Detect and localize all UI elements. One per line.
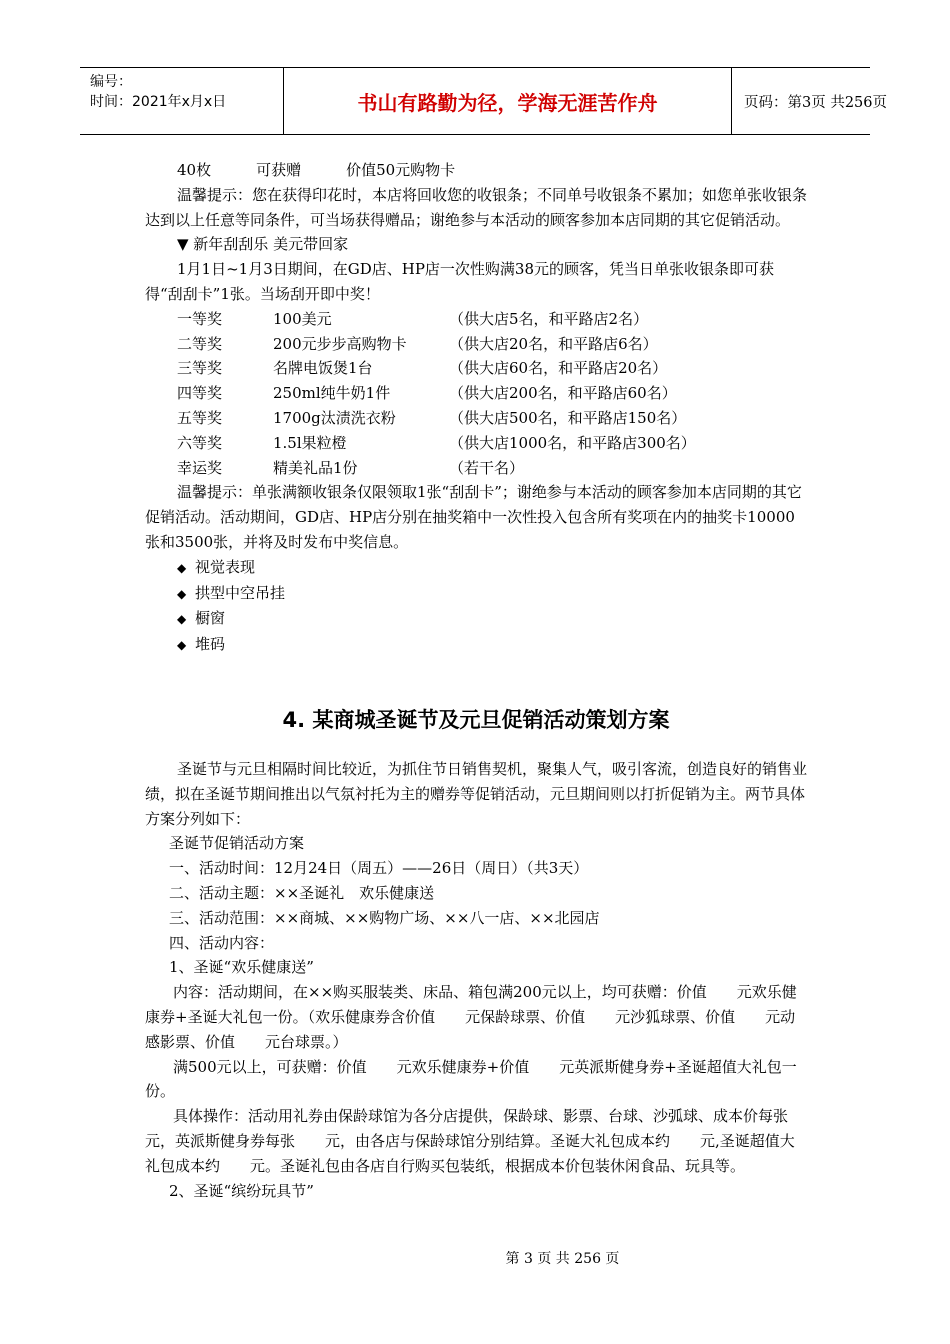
bullet-text: 拱型中空吊挂: [195, 583, 286, 602]
bullet-text: 视觉表现: [195, 557, 256, 576]
prize-count: （供大店60名，和平路店20名）: [449, 359, 668, 378]
prize-rank: 幸运奖: [177, 458, 223, 477]
number-label: 编号：: [90, 74, 132, 90]
bullet-item: [145, 555, 807, 581]
scratch-title: ▼ 新年刮刮乐 美元带回家: [177, 235, 349, 254]
prize-row: [145, 456, 807, 481]
activity-time: 一、活动时间：12月24日（周五）——26日（周日）（共3天）: [169, 859, 589, 878]
activity-content-label: 四、活动内容：: [169, 933, 275, 952]
prize-item: 名牌电饭煲1台: [273, 359, 373, 378]
prize-row: [145, 431, 807, 456]
section-heading: 4. 某商城圣诞节及元旦促销活动策划方案: [282, 708, 670, 732]
prize-item: 1700g汰渍洗衣粉: [273, 408, 396, 427]
diamond-bullet-icon: ◆: [177, 612, 187, 627]
prize-list: [145, 307, 807, 481]
operation-paragraph: 具体操作：活动用礼券由保龄球馆为各分店提供，保龄球、影票、台球、沙弧球、成本价每张 元，英派斯健身券每张 元，由各店与保龄球馆分别结算。圣诞大礼包成本约 元,圣诞超值大礼包成本约 元。圣诞礼包由各店自行购买包装纸，根据成本价包装休闲食品、玩具等。: [145, 1107, 819, 1175]
prize-item: 200元步步高购物卡: [273, 334, 407, 353]
section-two: [145, 757, 819, 1203]
prize-row: [145, 406, 807, 431]
prize-rank: 一等奖: [177, 309, 223, 328]
section-one: [145, 158, 807, 658]
over-500-paragraph: 满500元以上，可获赠：价值 元欢乐健康券+价值 元英派斯健身券+圣诞超值大礼包一份。: [145, 1057, 797, 1101]
bullet-item: [145, 581, 807, 607]
footer-page-number: 第 3 页 共 256 页: [505, 1251, 620, 1267]
prize-item: 精美礼品1份: [273, 458, 358, 477]
prize-rank: 五等奖: [177, 408, 223, 427]
prize-count: （供大店5名，和平路店2名）: [449, 309, 649, 328]
bullet-text: 橱窗: [195, 609, 226, 628]
header-meta: [80, 68, 283, 134]
prize-row: [145, 381, 807, 406]
activity-theme: 二、活动主题：××圣诞礼 欢乐健康送: [169, 883, 435, 902]
page-footer: [0, 1248, 950, 1268]
bullet-item: [145, 632, 807, 658]
prize-40-line: 40枚 可获赠 价值50元购物卡: [177, 161, 456, 179]
diamond-bullet-icon: ◆: [177, 586, 187, 601]
prize-item: 250ml纯牛奶1件: [273, 384, 391, 403]
intro-paragraph: 圣诞节与元旦相隔时间比较近，为抓住节日销售契机，聚集人气，吸引客流，创造良好的销售业绩，拟在圣诞节期间推出以气氛衬托为主的赠券等促销活动，元旦期间则以打折促销为主。两节具体方案分列如下：: [145, 760, 808, 828]
prize-rank: 六等奖: [177, 433, 223, 452]
item-2-title: 2、圣诞“缤纷玩具节”: [169, 1181, 314, 1200]
date-label: 时间：2021年x月x日: [90, 94, 227, 110]
header-page-label: 页码：第3页 共256页: [744, 94, 888, 111]
prize-count: （供大店500名，和平路店150名）: [449, 408, 687, 427]
tip-paragraph-2: 温馨提示：单张满额收银条仅限领取1张“刮刮卡”；谢绝参与本活动的顾客参加本店同期的其它促销活动。活动期间，GD店、HP店分别在抽奖箱中一次性投入包含所有奖项在内的抽奖卡10000张和3500张，并将及时发布中奖信息。: [145, 483, 802, 551]
scratch-description: 1月1日~1月3日期间，在GD店、HP店一次性购满38元的顾客，凭当日单张收银条即可获得“刮刮卡”1张。当场刮开即中奖！: [145, 260, 775, 303]
bullet-item: [145, 606, 807, 632]
plan-title: 圣诞节促销活动方案: [169, 834, 305, 853]
prize-count: （供大店1000名，和平路店300名）: [449, 433, 696, 452]
bullet-list: [145, 555, 807, 658]
prize-count: （若干名）: [449, 458, 525, 477]
bullet-text: 堆码: [195, 635, 226, 654]
prize-row: [145, 307, 807, 332]
prize-row: [145, 332, 807, 357]
header-motto: 书山有路勤为径，学海无涯苦作舟: [283, 68, 732, 134]
prize-item: 100美元: [273, 309, 332, 328]
prize-row: [145, 356, 807, 381]
item-1-title: 1、圣诞“欢乐健康送”: [169, 958, 314, 977]
prize-rank: 二等奖: [177, 334, 223, 353]
prize-item: 1.5l果粒橙: [273, 433, 347, 452]
prize-rank: 三等奖: [177, 359, 223, 378]
activity-scope: 三、活动范围：××商城、××购物广场、××八一店、××北园店: [169, 908, 600, 927]
content-paragraph: 内容：活动期间，在××购买服装类、床品、箱包满200元以上，均可获赠：价值 元欢乐健康券+圣诞大礼包一份。（欢乐健康券含价值 元保龄球票、价值 元沙狐球票、价值 元动感影票、价值 元台球票。）: [145, 983, 797, 1051]
prize-count: （供大店200名，和平路店60名）: [449, 384, 677, 403]
prize-rank: 四等奖: [177, 384, 223, 403]
diamond-bullet-icon: ◆: [177, 560, 187, 575]
tip-paragraph-1: 温馨提示：您在获得印花时，本店将回收您的收银条；不同单号收银条不累加；如您单张收银条达到以上任意等同条件，可当场获得赠品；谢绝参与本活动的顾客参加本店同期的其它促销活动。: [145, 185, 808, 229]
prize-count: （供大店20名，和平路店6名）: [449, 334, 658, 353]
diamond-bullet-icon: ◆: [177, 638, 187, 653]
page-header: [80, 67, 888, 135]
